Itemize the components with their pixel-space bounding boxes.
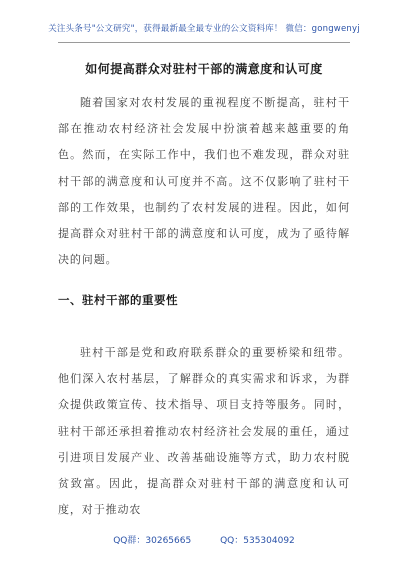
body-paragraph-intro: 随着国家对农村发展的重视程度不断提高，驻村干部在推动农村经济社会发展中扮演着越来越重要的角色。然而，在实际工作中，我们也不难发现，群众对驻村干部的满意度和认可度并不高。这不仅影响了驻村干部的工作效果，也制约了农村发展的进程。因此，如何提高群众对驻村干部的满意度和认可度，成为了亟待解决的问题。: [58, 96, 350, 267]
footer-qq: QQ：535304092: [220, 536, 295, 546]
document-title: 如何提高群众对驻村干部的满意度和认可度: [85, 62, 323, 76]
section-heading-importance: 一、驻村干部的重要性: [58, 293, 178, 307]
header-divider: [58, 42, 350, 43]
page-header-banner: 关注头条号"公文研究"，获得最新最全最专业的公文资料库！ 微信：gongwenyj: [48, 24, 360, 34]
footer-qq-group: QQ群：30265665: [113, 536, 192, 546]
body-paragraph-importance: 驻村干部是党和政府联系群众的重要桥梁和纽带。他们深入农村基层，了解群众的真实需求和诉求，为群众提供政策宣传、技术指导、项目支持等服务。同时，驻村干部还承担着推动农村经济社会发展的重任，通过引进项目发展产业、改善基础设施等方式，助力农村脱贫致富。因此，提高群众对驻村干部的满意度和认可度，对于推动农: [58, 346, 350, 517]
page-footer: [0, 533, 408, 546]
